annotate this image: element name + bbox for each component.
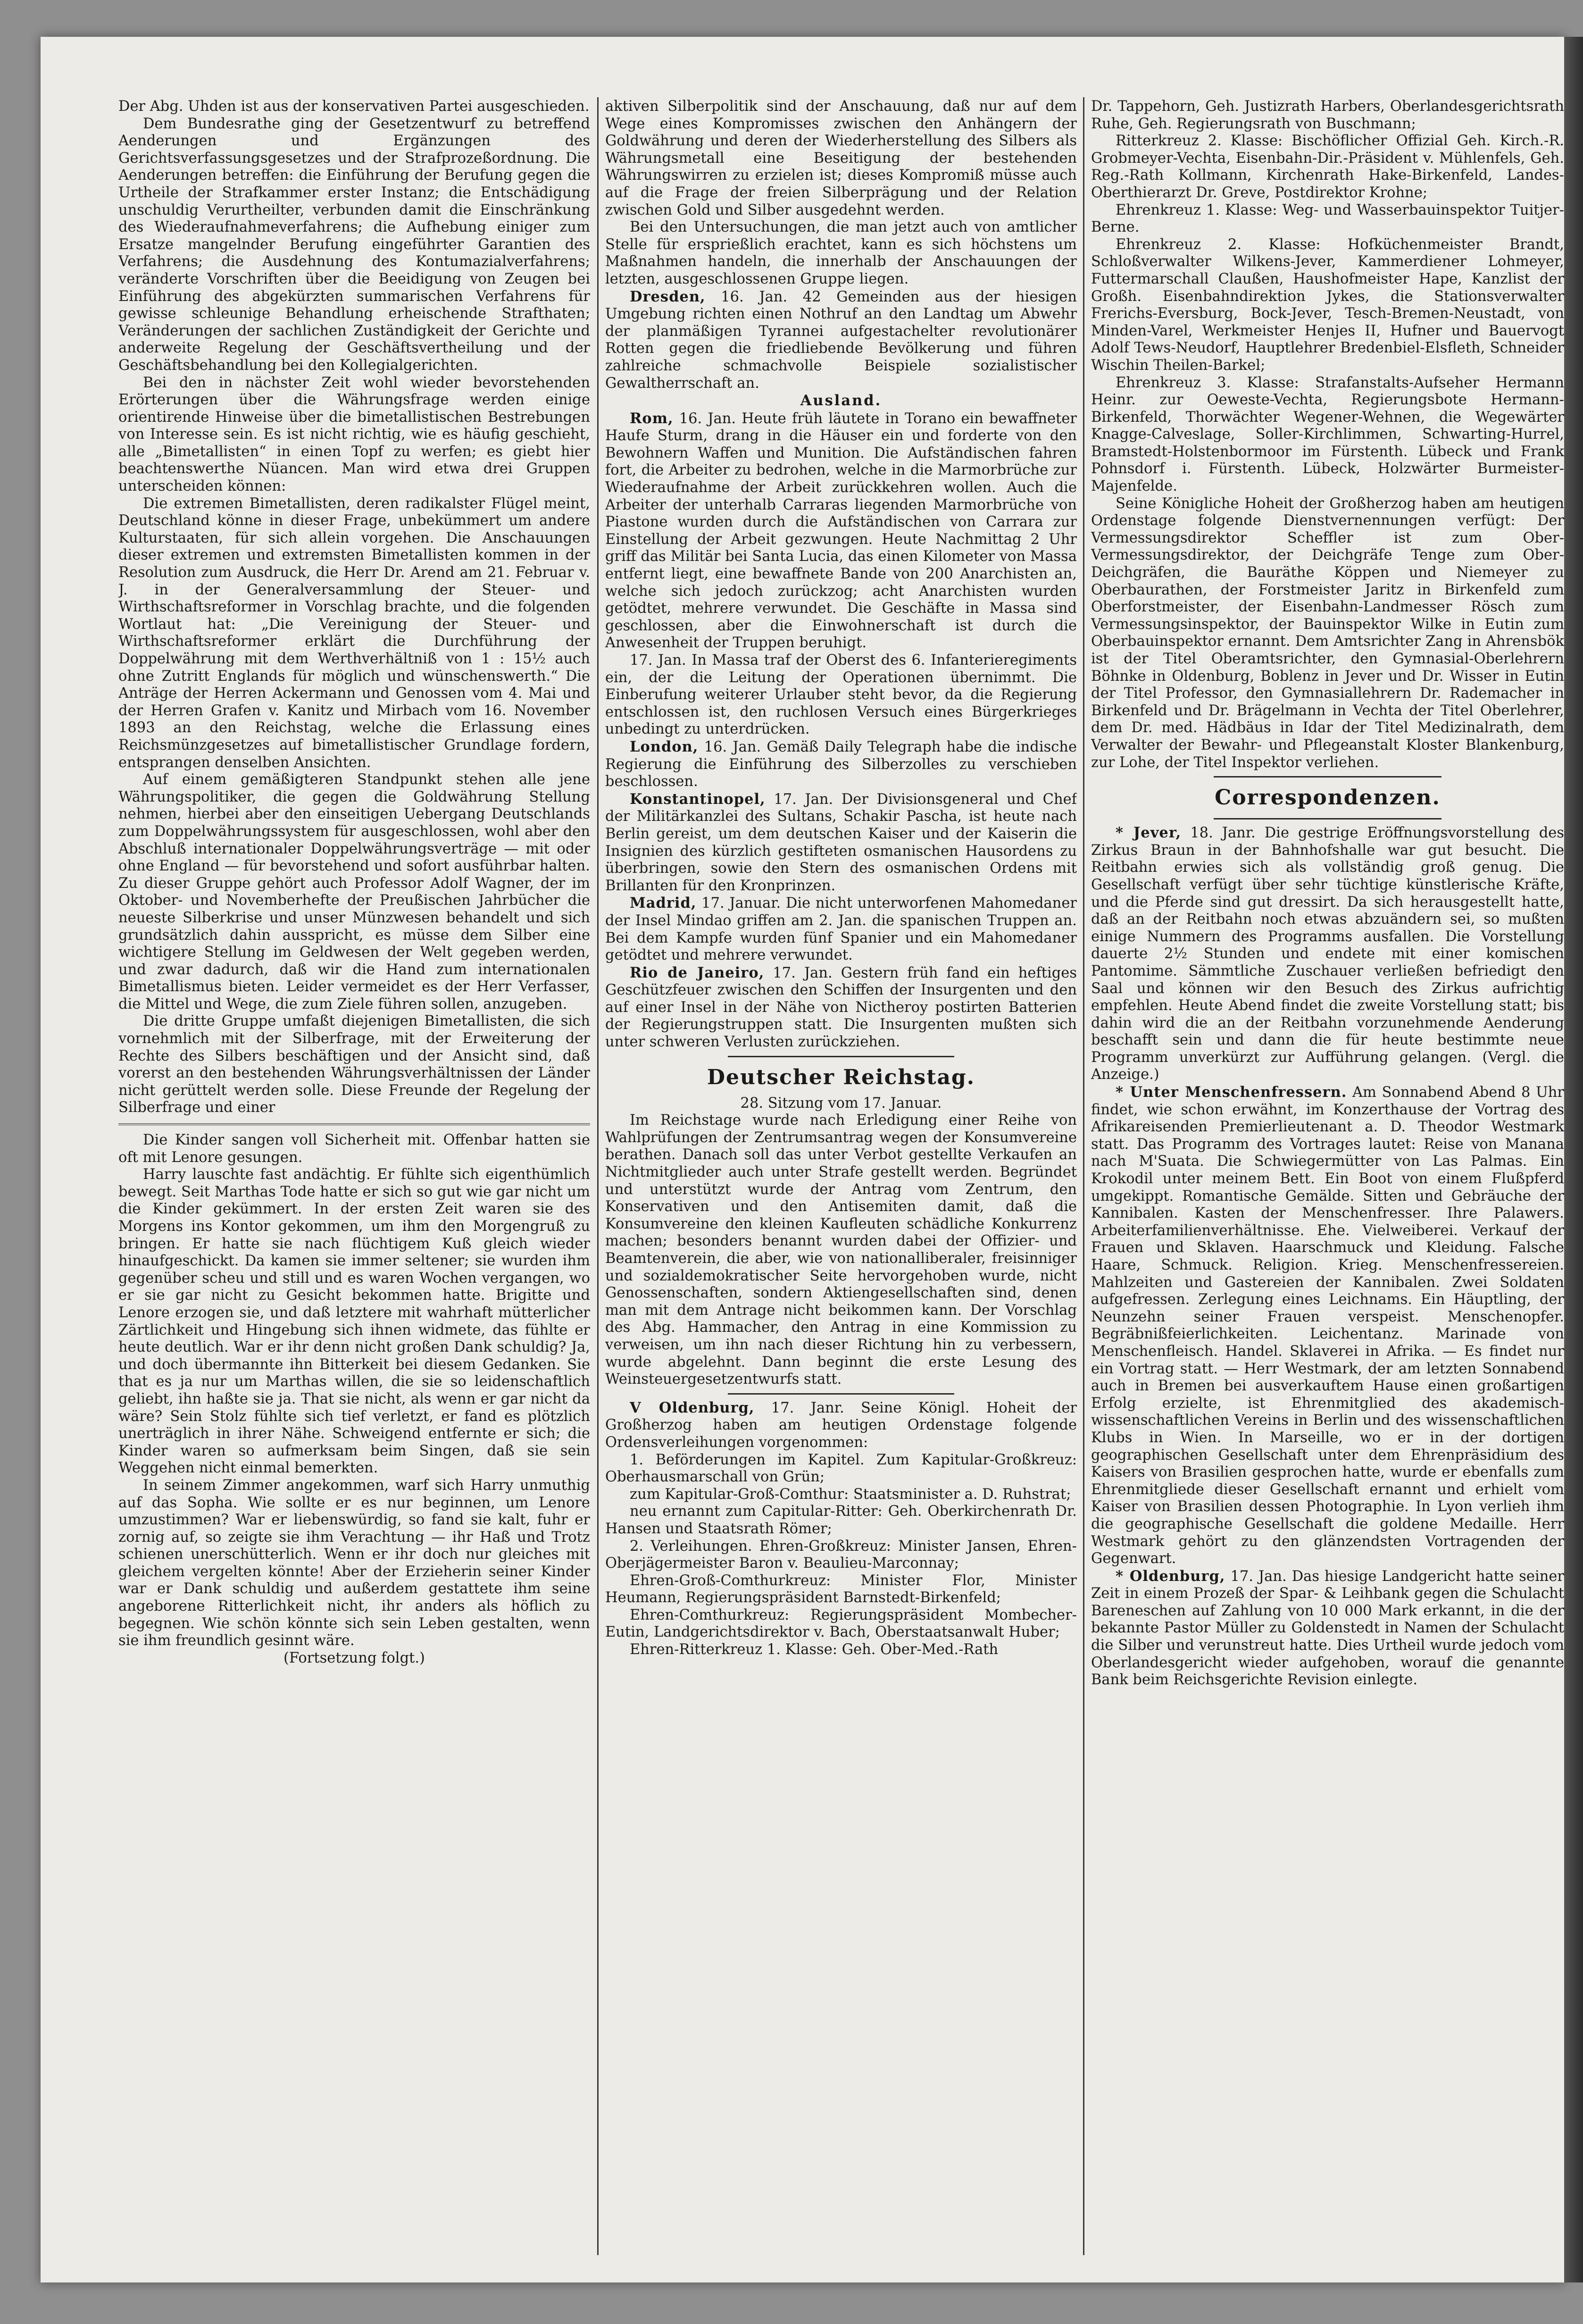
order-line: Ehren-Comthurkreuz: Regierungspräsident Mombecher-Eutin, Landgerichtsdirektor v. Bach, Oberstaatsanwalt Huber; bbox=[605, 1606, 1077, 1641]
feuilleton-paragraph: Harry lauschte fast andächtig. Er fühlte sich eigenthümlich bewegt. Seit Marthas Tode hatte er sich so gut wie gar nicht um die Kinder gekümmert. In der ersten Zeit waren sie des Morgens ins Kontor gekommen, um ihm den Morgengruß zu bringen. Er hatte sie nach flüchtigem Kuß gleich wieder hinaufgeschickt. Da kamen sie immer seltener; sie wurden ihm gegenüber scheu und still und es waren Wochen vergangen, wo er sie gar nicht zu Gesicht bekommen hatte. Brigitte und Lenore erzogen sie, und daß letztere mit wahrhaft mütterlicher Zärtlichkeit und Hingebung sich ihnen widmete, das fühlte er heute deutlich. War er ihr denn nicht großen Dank schuldig? Ja, und doch übermannte ihn Bitterkeit bei diesem Gedanken. Sie that es ja nur um Marthas willen, die sie so leidenschaftlich geliebt, ihn haßte sie ja. That sie nicht, als wenn er gar nicht da wäre? Sein Stolz fühlte sich tief verletzt, er fand es plötzlich unerträglich in ihrer Nähe. Schweigend entfernte er sich; die Kinder waren so aufmerksam beim Singen, daß sie sein Weggehen nicht einmal bemerkten. bbox=[118, 1166, 590, 1477]
order-line: Ehren-Groß-Comthurkreuz: Minister Flor, Minister Heumann, Regierungspräsident Barnstedt-Birkenfeld; bbox=[605, 1572, 1077, 1606]
order-line: Ehren-Ritterkreuz 1. Klasse: Geh. Ober-Med.-Rath bbox=[630, 1641, 999, 1658]
column-divider bbox=[1083, 97, 1084, 2255]
dateline: * Oldenburg, bbox=[1116, 1567, 1225, 1585]
section-heading: Ausland. bbox=[800, 392, 882, 410]
news-item-jever: * Jever, 18. Janr. Die gestrige Eröffnungsvorstellung des Zirkus Braun in der Bahnhofshalle war gut besucht. Die Reitbahn erwies sich als vollständig groß genug. Die Gesellschaft verfügt über sehr tüchtige künstlerische Kräfte, und die Pferde sind gut dressirt. Da sich herausgestellt hatte, daß an der Reitbahn noch etwas abzuändern sei, so mußten einige Nummern des Programms ausfallen. Die Vorstellung dauerte 2½ Stunden und endete mit einer komischen Pantomime. Sämmtliche Zuschauer verließen befriedigt den Saal und können wir den Besuch des Zirkus aufrichtig empfehlen. Heute Abend findet die zweite Vorstellung statt; bis dahin wird die an der Reitbahn vorzunehmende Aenderung beschafft sein und dann die für heute bestimmte neue Programm unverkürzt zur Aufführung gelangen. (Vergl. die Anzeige.) bbox=[1091, 824, 1564, 1083]
section-heading-correspondenzen: Correspondenzen. bbox=[1215, 786, 1441, 810]
article-paragraph: Bei den Untersuchungen, die man jetzt auch von amtlicher Stelle für ersprießlich erachtet, kann es sich höchstens um Maßnahmen handeln, die innerhalb der Anschauungen der letzten, ausgeschlossenen Gruppe liegen. bbox=[605, 219, 1077, 287]
order-line: 2. Verleihungen. Ehren-Großkreuz: Minister Jansen, Ehren-Oberjägermeister Baron v. Beaulieu-Marconnay; bbox=[605, 1538, 1077, 1572]
section-divider bbox=[728, 1056, 954, 1057]
dateline: London, bbox=[630, 738, 699, 755]
dateline: V Oldenburg, bbox=[630, 1399, 755, 1416]
section-divider bbox=[1214, 818, 1441, 819]
order-line: neu ernannt zum Capitular-Ritter: Geh. Oberkirchenrath Dr. Hansen und Staatsrath Römer; bbox=[605, 1503, 1077, 1537]
article-paragraph: Der Abg. Uhden ist aus der konservativen Partei ausgeschieden. bbox=[118, 98, 590, 115]
order-line: Ehrenkreuz 3. Klasse: Strafanstalts-Aufseher Hermann Heinr. zur Oeweste-Vechta, Regierungsbote Hermann-Birkenfeld, Thorwächter Wegener-Wehnen, die Wegewärter Knagge-Calveslage, Soller-Kirchlimmen, Schwarting-Hurrel, Bramstedt-Holstenbormoor im Fürstenth. Lübeck und Frank Pohnsdorf i. Fürstenth. Lübeck, Holzwärter Burmeister-Majenfelde. bbox=[1091, 374, 1564, 495]
order-line: Ehrenkreuz 1. Klasse: Weg- und Wasserbauinspektor Tuitjer-Berne. bbox=[1091, 201, 1564, 236]
news-item-madrid: Madrid, 17. Januar. Die nicht unterworfenen Mahomedaner der Insel Mindao griffen am 2. Jan. die spanischen Truppen an. Bei dem Kampfe wurden fünf Spanier und ein Mahomedaner getödtet und mehrere verwundet. bbox=[605, 894, 1077, 964]
news-item-dresden: Dresden, 16. Jan. 42 Gemeinden aus der hiesigen Umgebung richten einen Nothruf an den Landtag um Abwehr der planmäßigen Tyrannei aufgestachelter revolutionärer Rotten gegen die friedliebende Bevölkerung und führen zahlreiche schmachvolle Beispiele sozialistischer Gewaltherrschaft an. bbox=[605, 288, 1077, 392]
feuilleton-paragraph: Die Kinder sangen voll Sicherheit mit. Offenbar hatten sie oft mit Lenore gesungen. bbox=[118, 1132, 590, 1166]
dateline: * Jever, bbox=[1116, 824, 1182, 842]
dateline: Rio de Janeiro, bbox=[630, 964, 765, 981]
dateline: Konstantinopel, bbox=[630, 790, 766, 808]
article-paragraph: Bei den in nächster Zeit wohl wieder bevorstehenden Erörterungen über die Währungsfrage werden einige orientirende Hinweise über die bimetallistischen Bestrebungen von Interesse sein. Es ist nicht richtig, wie es häufig geschieht, alle „Bimetallisten“ in einen Topf zu werfen; es giebt hier beachtenswerthe Nüancen. Man wird etwa drei Gruppen unterscheiden können: bbox=[118, 374, 590, 495]
news-item-rio: Rio de Janeiro, 17. Jan. Gestern früh fand ein heftiges Geschützfeuer zwischen den Schiffen der Insurgenten und den auf einer Insel in der Nähe von Nictheroy postirten Batterien der Regierungstruppen statt. Die Insurgenten mußten sich unter schweren Verlusten zurückziehen. bbox=[605, 964, 1077, 1051]
article-paragraph: Auf einem gemäßigteren Standpunkt stehen alle jene Währungspolitiker, die gegen die Goldwährung Stellung nehmen, hierbei aber den einseitigen Uebergang Deutschlands zum Doppelwährungssystem für ausgeschlossen, wohl aber den Abschluß internationaler Doppelwährungsverträge — mit oder ohne England — für bevorstehend und sofort ausführbar halten. Zu dieser Gruppe gehört auch Professor Adolf Wagner, der im Oktober- und Novemberhefte der Preußischen Jahrbücher die neueste Silberkrise und unser Münzwesen behandelt und sich grundsätzlich dahin ausspricht, es müsse dem Silber eine wichtigere Stellung im Geldwesen der Welt gegeben werden, und zwar dadurch, daß wir die Hand zum internationalen Bimetallismus bieten. Leider vermeidet es der Herr Verfasser, die Mittel und Wege, die zum Ziele führen sollen, anzugeben. bbox=[118, 771, 590, 1012]
article-paragraph: Die dritte Gruppe umfaßt diejenigen Bimetallisten, die sich vornehmlich mit der Silberfrage, mit der Erweiterung der Rechte des Silbers beschäftigen und der Ansicht sind, daß vorerst an den bestehenden Währungsverhältnissen der Länder nicht gerüttelt werden solle. Diese Freunde der Regelung der Silberfrage und einer bbox=[118, 1013, 590, 1116]
section-divider bbox=[728, 1393, 954, 1395]
column-3 bbox=[1091, 98, 1564, 2255]
section-divider bbox=[1214, 776, 1441, 777]
news-item-oldenburg: V Oldenburg, 17. Janr. Seine Königl. Hoheit der Großherzog haben am heutigen Ordenstage folgende Ordensverleihungen vorgenommen: bbox=[605, 1399, 1077, 1451]
section-heading-reichstag: Deutscher Reichstag. bbox=[707, 1065, 975, 1089]
news-item-massa: 17. Jan. In Massa traf der Oberst des 6. Infanterieregiments ein, der die Leitung der Operationen übernimmt. Die Einberufung weiterer Urlauber steht bevor, da die Regierung entschlossen ist, den ruchlosen Versuch eines Bürgerkrieges unbedingt zu unterdrücken. bbox=[605, 652, 1077, 738]
news-item-rom: Rom, 16. Jan. Heute früh läutete in Torano ein bewaffneter Haufe Sturm, drang in die Häuser ein und forderte von den Bewohnern Waffen und Munition. Die Aufständischen fahren fort, die Arbeiter zu bedrohen, welche in die Marmorbrüche zur Wiederaufnahme der Arbeit zurückkehren wollen. Auch die Arbeiter der unterhalb Carraras liegenden Marmorbrüche von Piastone wurden durch die Aufständischen von Carrara zur Einstellung der Arbeit gezwungen. Heute Nachmittag 2 Uhr griff das Militär bei Santa Lucia, das einen Kilometer von Massa entfernt liegt, eine bewaffnete Bande von 200 Anarchisten an, welche sich jedoch zurückzog; acht Anarchisten wurden getödtet, mehrere verwundet. Die Geschäfte in Massa sind geschlossen, aber die Einwohnerschaft ist durch die Anwesenheit der Truppen beruhigt. bbox=[605, 410, 1077, 652]
feuilleton-paragraph: In seinem Zimmer angekommen, warf sich Harry unmuthig auf das Sopha. Wie sollte er es nur beginnen, um Lenore umzustimmen? War er liebenswürdig, so fand sie kalt, fuhr er zornig auf, so zeigte sie ihm Verachtung — ihr Haß und Trotz schienen unerschütterlich. Wenn er ihr doch nur gleiches mit gleichem vergelten könnte! Aber der Erzieherin seiner Kinder war er Dank schuldig und außerdem gestattete ihm seine angeborene Ritterlichkeit nicht, ihr anders als höflich zu begegnen. Wie schön könnte sich sein Leben gestalten, wenn sie ihm freundlich gesinnt wäre. bbox=[118, 1477, 590, 1649]
order-line: Ehrenkreuz 2. Klasse: Hofküchenmeister Brandt, Schloßverwalter Wilkens-Jever, Kammerdiener Lohmeyer, Futtermarschall Claußen, Haushofmeister Hape, Kanzlist der Großh. Eisenbahndirektion Jykes, die Stationsverwalter Frerichs-Eversburg, Bock-Jever, Tesch-Bremen-Neustadt, von Minden-Varel, Werkmeister Henjes II, Hufner und Bauervogt Adolf Tews-Neudorf, Hauptlehrer Bredenbiel-Elsfleth, Schneider Wischin Theilen-Barkel; bbox=[1091, 236, 1564, 374]
article-paragraph: Die extremen Bimetallisten, deren radikalster Flügel meint, Deutschland könne in dieser Frage, unbekümmert um andere Kulturstaaten, für sich allein vorgehen. Die Anschauungen dieser extremen und extremsten Bimetallisten kommen in der Resolution zum Ausdruck, die Herr Dr. Arend am 21. Februar v. J. in der Generalversammlung der Steuer- und Wirthschaftsreformer in Vorschlag brachte, und die folgenden Wortlaut hat: „Die Vereinigung der Steuer- und Wirthschaftsreformer erklärt die Durchführung der Doppelwährung mit dem Werthverhältniß von 1 : 15½ auch ohne Zutritt Englands für möglich und wünschenswerth.“ Die Anträge der Herren Ackermann und Genossen vom 4. Mai und der Herren Grafen v. Kanitz und Mirbach vom 16. November 1893 an den Reichstag, welche die Erlassung eines Reichsmünzgesetzes auf bimetallistischer Grundlage fordern, entsprangen denselben Ansichten. bbox=[118, 495, 590, 771]
continuation-note: (Fortsetzung folgt.) bbox=[283, 1649, 425, 1666]
article-paragraph: Im Reichstage wurde nach Erledigung einer Reihe von Wahlprüfungen der Zentrumsantrag wegen der Konsumvereine berathen. Danach soll das unter Verbot gestellte Verkaufen an Nichtmitglieder auch unter Strafe gestellt werden. Begründet und unterstützt wurde der Antrag vom Zentrum, den Konservativen und den Antisemiten damit, daß die Konsumvereine den kleinen Kaufleuten schädliche Konkurrenz machen; besonders benannt wurden dabei der Offizier- und Beamtenverein, die aber, wie von nationalliberaler, freisinniger und sozialdemokratischer Seite hervorgehoben wurde, nicht Genossenschaften, sondern Aktiengesellschaften sind, denen man mit dem Antrage nicht beikommen kann. Der Vorschlag des Abg. Hammacher, den Antrag in eine Kommission zu verweisen, um ihn nach dieser Richtung hin zu verbessern, wurde abgelehnt. Dann beginnt die erste Lesung des Weinsteuergesetzentwurfs statt. bbox=[605, 1112, 1077, 1388]
order-line: Ritterkreuz 2. Klasse: Bischöflicher Offizial Geh. Kirch.-R. Grobmeyer-Vechta, Eisenbahn-Dir.-Präsident v. Mühlenfels, Geh. Reg.-Rath Kollmann, Kirchenrath Hake-Birkenfeld, Landes-Oberthierarzt Dr. Greve, Postdirektor Krohne; bbox=[1091, 133, 1564, 201]
article-paragraph: Seine Königliche Hoheit der Großherzog haben am heutigen Ordenstage folgende Dienstvernennungen verfügt: Der Vermessungsdirektor Scheffler ist zum Ober-Vermessungsdirektor, der Deichgräfe Tenge zum Ober-Deichgräfen, die Bauräthe Köppen und Niemeyer zu Oberbaurathen, der Forstmeister Jaritz in Birkenfeld zum Oberforstmeister, der Eisenbahn-Landmesser Rösch zum Vermessungsinspektor, der Bauinspektor Wilke in Eutin zum Oberbauinspektor ernannt. Dem Amtsrichter Zang in Ahrensbök ist der Titel Oberamtsrichter, den Gymnasial-Oberlehrern Böhnke in Oldenburg, Boblenz in Jever und Dr. Wisser in Eutin der Titel Professor, den Gymnasiallehrern Dr. Rademacher in Birkenfeld und Dr. Brägelmann in Vechta der Titel Oberlehrer, dem Dr. med. Hädbäus in Idar der Titel Medizinalrath, dem Verwalter der Bewahr- und Pflegeanstalt Kloster Blankenburg, zur Lohe, der Titel Inspektor verliehen. bbox=[1091, 495, 1564, 771]
article-paragraph: aktiven Silberpolitik sind der Anschauung, daß nur auf dem Wege eines Kompromisses zwischen den Anhängern der Goldwährung und deren der Wiederherstellung des Silbers als Währungsmetall eine Beseitigung der bestehenden Währungswirren zu erzielen ist; dieses Kompromiß müsse auch auf die Frage der freien Silberprägung und der Relation zwischen Gold und Silber ausgedehnt werden. bbox=[605, 98, 1077, 218]
news-item-london: London, 16. Jan. Gemäß Daily Telegraph habe die indische Regierung die Einführung des Silberzolles zu verschieben beschlossen. bbox=[605, 738, 1077, 790]
dateline: Dresden, bbox=[630, 288, 706, 305]
order-line: Dr. Tappehorn, Geh. Justizrath Harbers, Oberlandesgerichtsrath Ruhe, Geh. Regierungsrath von Buschmann; bbox=[1091, 98, 1564, 132]
order-line: 1. Beförderungen im Kapitel. Zum Kapitular-Großkreuz: Oberhausmarschall von Grün; bbox=[605, 1451, 1077, 1486]
session-line: 28. Sitzung vom 17. Januar. bbox=[740, 1095, 942, 1112]
newspaper-page bbox=[41, 37, 1564, 2282]
feuilleton-divider bbox=[118, 1123, 590, 1125]
order-line: zum Kapitular-Groß-Comthur: Staatsminister a. D. Ruhstrat; bbox=[630, 1486, 1071, 1503]
column-1 bbox=[118, 98, 590, 2255]
dateline: * Unter Menschenfressern. bbox=[1116, 1084, 1347, 1101]
column-2 bbox=[605, 98, 1077, 2255]
news-item-oldenburg-2: * Oldenburg, 17. Jan. Das hiesige Landgericht hatte seiner Zeit in einem Prozeß der Spar- & Leihbank gegen die Schulacht Bareneschen auf Zahlung von 10 000 Mark erkannt, in die der bekannte Pastor Müller zu Goldenstedt in Namen der Schulacht die Silber und verunstreut hatte. Dies Urtheil wurde jedoch vom Oberlandesgericht wieder aufgehoben, worauf die genannte Bank beim Reichsgerichte Revision einlegte. bbox=[1091, 1567, 1564, 1689]
dateline: Madrid, bbox=[630, 894, 697, 912]
article-paragraph: Dem Bundesrathe ging der Gesetzentwurf zu betreffend Aenderungen und Ergänzungen des Gerichtsverfassungsgesetzes und der Strafprozeßordnung. Die Aenderungen betreffen: die Einführung der Berufung gegen die Urtheile der Strafkammer erster Instanz; die Entschädigung unschuldig Verurtheilter, verbunden damit die Einschränkung des Wiederaufnahmeverfahrens; die Aufhebung einiger zum Ersatze mangelnder Berufung eingeführter Garantien des Verfahrens; die Ausdehnung des Kontumazialverfahrens; veränderte Vorschriften über die Beeidigung von Zeugen bei Einführung des abgekürzten summarischen Verfahrens für gewisse schleunige Behandlung erheischende Strafthaten; Veränderungen der sachlichen Zuständigkeit der Gerichte und anderweite Regelung der Geschäftsvertheilung und der Geschäftsbehandlung bei den Kollegialgerichten. bbox=[118, 115, 590, 374]
news-item-konstantinopel: Konstantinopel, 17. Jan. Der Divisionsgeneral und Chef der Militärkanzlei des Sultans, Schakir Pascha, ist heute nach Berlin gereist, um dem deutschen Kaiser und der Kaiserin die Insignien des kürzlich gestifteten osmanischen Hausordens zu überbringen, sowie den Stern des osmanischen Ordens mit Brillanten für den Kronprinzen. bbox=[605, 790, 1077, 894]
dateline: Rom, bbox=[630, 410, 674, 427]
column-divider bbox=[597, 97, 599, 2255]
binding-edge bbox=[1564, 37, 1583, 2282]
news-item-vortrag: * Unter Menschenfressern. Am Sonnabend Abend 8 Uhr findet, wie schon erwähnt, im Konzerthause der Vortrag des Afrikareisenden Premierlieutenant a. D. Theodor Westmark statt. Das Programm des Vortrages lautet: Reise von Manana nach M'Suata. Die Schwiegermütter von Las Palmas. Ein Krokodil unter meinem Bett. Ein Boot von einem Flußpferd umgekippt. Romantische Gemälde. Sitten und Gebräuche der Kannibalen. Kasten der Menschenfresser. Ihre Palawers. Arbeiterfamilienverhältnisse. Ehe. Vielweiberei. Verkauf der Frauen und Sklaven. Haarschmuck und Kleidung. Falsche Haare, Schmuck. Religion. Krieg. Menschenfressereien. Mahlzeiten und Gastereien der Kannibalen. Zwei Soldaten aufgefressen. Zerlegung eines Leichnams. Ein Häuptling, der Neunzehn seiner Frauen verspeist. Menschenopfer. Begräbnißfeierlichkeiten. Leichentanz. Marinade von Menschenfleisch. Handel. Sklaverei in Afrika. — Es findet nur ein Vortrag statt. — Herr Westmark, der am letzten Sonnabend auch in Bremen bei ausverkauftem Hause einen großartigen Erfolg erzielte, ist Ehrenmitglied des akademisch-wissenschaftlichen Vereins in Berlin und des wissenschaftlichen Klubs in Wien. In Marseille, wo er in der dortigen geographischen Gesellschaft unter dem Ehrenpräsidium des Kaisers von Brasilien gesprochen hatte, wurde er ebenfalls zum Ehrenmitgliede dieser Gesellschaft ernannt und erhielt vom Kaiser von Brasilien dessen Photographie. In Lyon verlieh ihm die geographische Gesellschaft die goldene Medaille. Herr Westmark gehört zu den glänzendsten Vortragenden der Gegenwart. bbox=[1091, 1084, 1564, 1567]
